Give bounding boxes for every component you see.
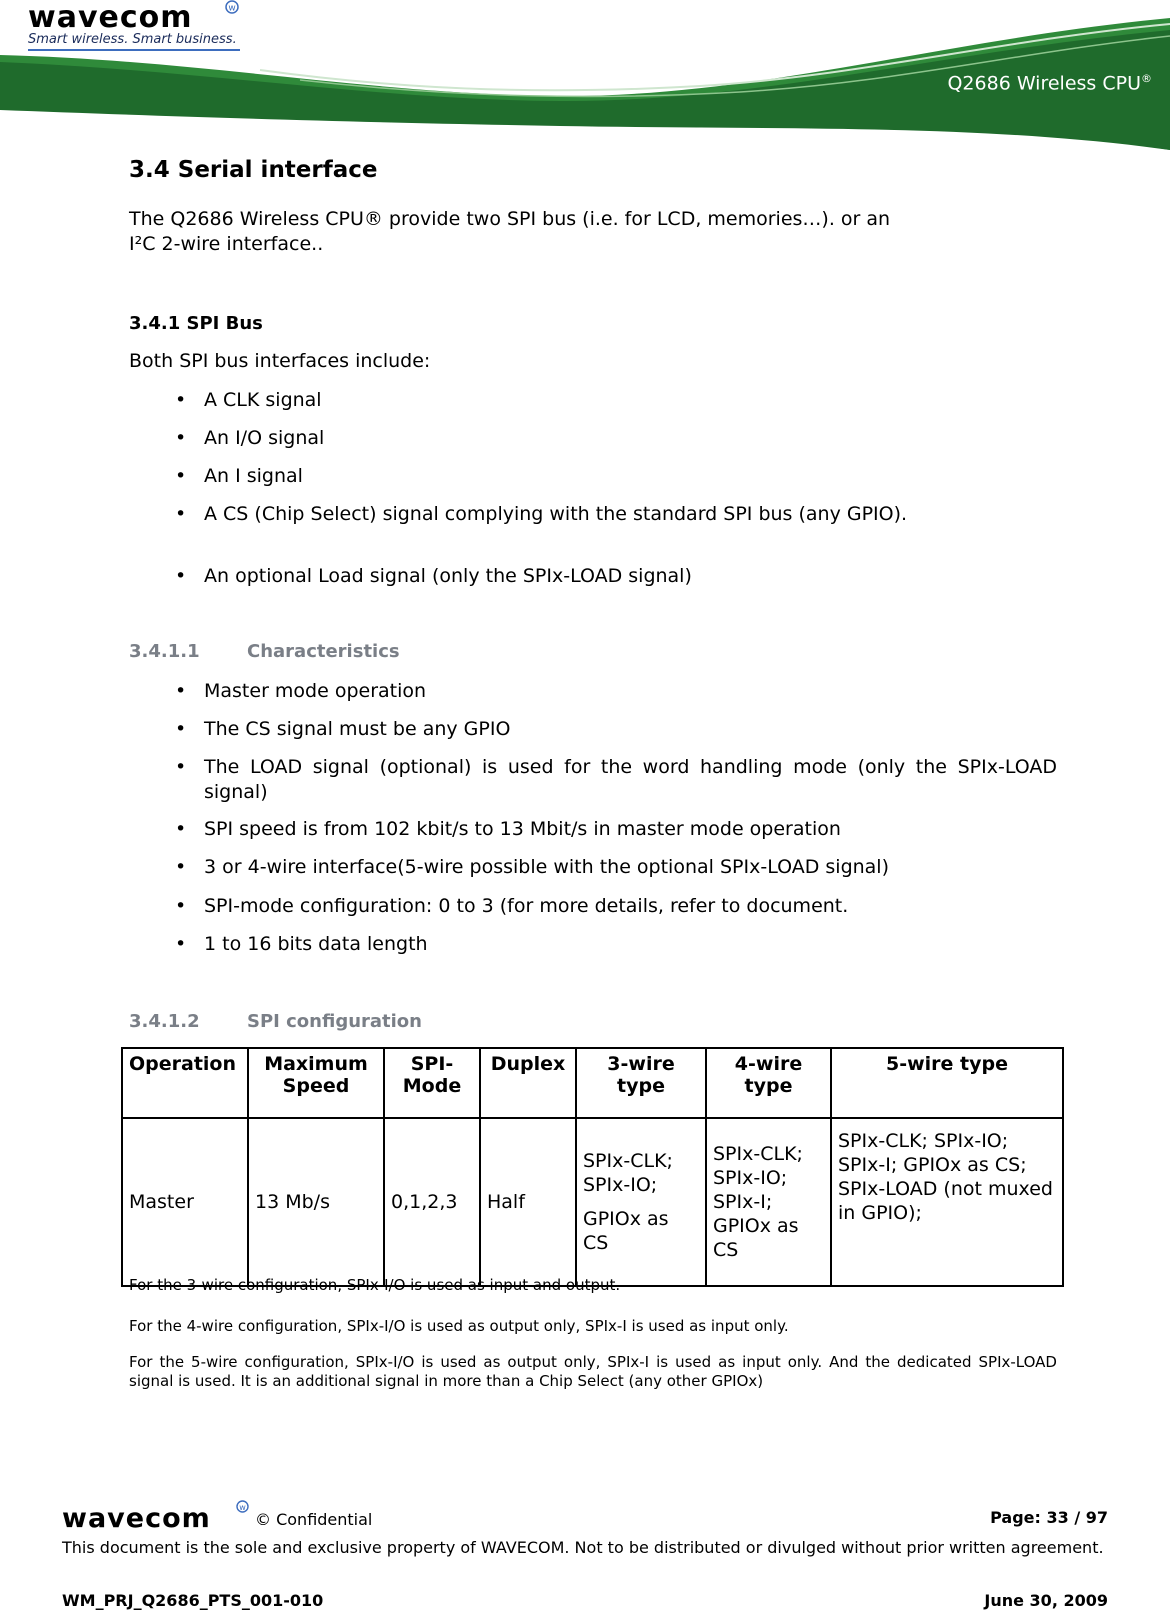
table-row	[122, 1118, 1063, 1286]
list-item: • 1 to 16 bits data length	[175, 933, 428, 955]
list-item: • An optional Load signal (only the SPIx-LOAD signal)	[175, 565, 692, 587]
product-registered: ®	[1141, 72, 1152, 85]
registered-mark-icon	[225, 0, 239, 14]
product-name: Q2686 Wireless CPU	[947, 72, 1141, 95]
header-tagline: Smart wireless. Smart business.	[28, 32, 237, 47]
cell-duplex: Half	[480, 1118, 576, 1286]
config-note-4-wire: For the 4-wire configuration, SPIx-I/O is used as output only, SPIx-I is used as input only.	[129, 1317, 789, 1335]
column-header-mode: SPI-Mode	[384, 1048, 480, 1118]
spi-bus-intro: Both SPI bus interfaces include:	[129, 350, 431, 372]
svg-text:w: w	[239, 1502, 246, 1512]
spi-configuration-table	[121, 1047, 1064, 1287]
registered-mark-icon	[236, 1500, 249, 1513]
cell-4-wire: SPIx-CLK; SPIx-IO; SPIx-I; GPIOx as CS	[706, 1118, 831, 1286]
characteristics-heading	[129, 641, 400, 662]
cell-3-wire	[576, 1118, 706, 1286]
section-intro-line-1: The Q2686 Wireless CPU® provide two SPI bus (i.e. for LCD, memories…). or an	[129, 208, 891, 230]
list-item: • A CLK signal	[175, 389, 322, 411]
header-logo: wavecom	[28, 0, 193, 35]
document-reference: WM_PRJ_Q2686_PTS_001-010	[62, 1591, 324, 1610]
list-item: • 3 or 4-wire interface(5-wire possible with the optional SPIx-LOAD signal)	[175, 856, 890, 878]
cell-5-wire: SPIx-CLK; SPIx-IO; SPIx-I; GPIOx as CS; SPIx-LOAD (not muxed in GPIO);	[831, 1118, 1063, 1286]
column-header-operation: Operation	[122, 1048, 248, 1118]
footer-notice: This document is the sole and exclusive property of WAVECOM. Not to be distributed or divulged without prior written agreement.	[62, 1538, 1104, 1557]
column-header-speed: Maximum Speed	[248, 1048, 384, 1118]
page-number: Page: 33 / 97	[990, 1508, 1108, 1527]
table-header-row	[122, 1048, 1063, 1118]
config-note-3-wire: For the 3-wire configuration, SPIx-I/O is used as input and output.	[129, 1276, 621, 1294]
column-header-5-wire: 5-wire type	[831, 1048, 1063, 1118]
list-item: • An I/O signal	[175, 427, 325, 449]
cell-3-wire-signals: SPIx-CLK; SPIx-IO;	[583, 1150, 673, 1196]
document-date: June 30, 2009	[984, 1591, 1108, 1610]
list-item: • Master mode operation	[175, 680, 427, 702]
list-item: • SPI speed is from 102 kbit/s to 13 Mbit/s in master mode operation	[175, 818, 841, 840]
column-header-duplex: Duplex	[480, 1048, 576, 1118]
cell-3-wire-cs: GPIOx as CS	[583, 1208, 669, 1254]
list-item: • A CS (Chip Select) signal complying with the standard SPI bus (any GPIO).	[175, 503, 908, 525]
tagline-underline	[28, 49, 240, 51]
cell-speed: 13 Mb/s	[248, 1118, 384, 1286]
configuration-title: SPI configuration	[247, 1011, 422, 1032]
list-item: • The CS signal must be any GPIO	[175, 718, 511, 740]
characteristics-number: 3.4.1.1	[129, 641, 200, 662]
section-title: 3.4 Serial interface	[129, 157, 378, 183]
footer-confidential: © Confidential	[255, 1510, 373, 1529]
list-item: • The LOAD signal (optional) is used for the word handling mode (only the SPIx-LOAD signal)	[175, 756, 1057, 803]
characteristics-title: Characteristics	[247, 641, 400, 662]
svg-text:w: w	[228, 3, 236, 14]
header-product-title	[947, 72, 1152, 94]
configuration-heading	[129, 1011, 422, 1032]
cell-mode: 0,1,2,3	[384, 1118, 480, 1286]
footer-logo: wavecom	[62, 1503, 211, 1534]
configuration-number: 3.4.1.2	[129, 1011, 200, 1032]
column-header-4-wire: 4-wire type	[706, 1048, 831, 1118]
section-intro-line-2: I²C 2-wire interface..	[129, 233, 324, 255]
config-note-5-wire: For the 5-wire configuration, SPIx-I/O is used as output only, SPIx-I is used as input only. And the dedicated SPIx-LOAD signal is used. It is an additional signal in more than a Chip Select (any other GPIOx)	[129, 1353, 1057, 1390]
list-item: • SPI-mode configuration: 0 to 3 (for more details, refer to document.	[175, 895, 849, 917]
list-item: • An I signal	[175, 465, 303, 487]
cell-operation: Master	[122, 1118, 248, 1286]
spi-bus-heading: 3.4.1 SPI Bus	[129, 313, 263, 334]
column-header-3-wire: 3-wire type	[576, 1048, 706, 1118]
